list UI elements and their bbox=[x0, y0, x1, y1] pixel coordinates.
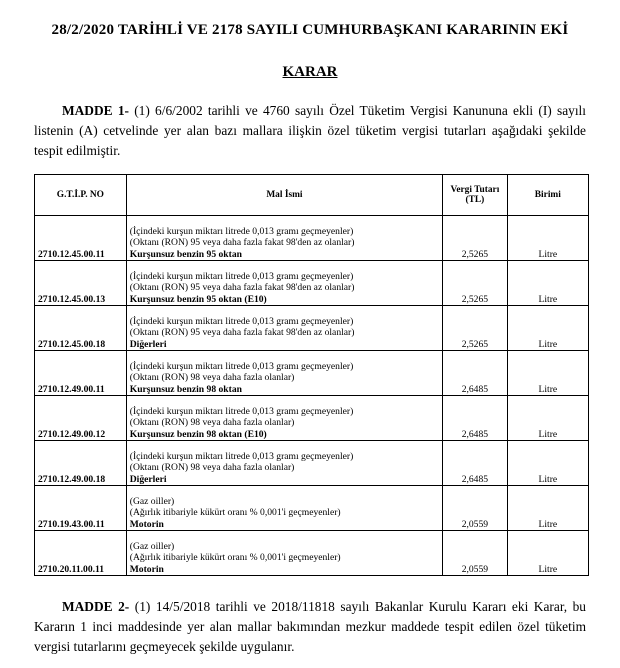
cell-tax: 2,0559 bbox=[443, 531, 508, 576]
cell-name-note: (İçindeki kurşun miktarı litrede 0,013 gramı geçmeyenler) bbox=[129, 450, 354, 462]
table-row bbox=[35, 396, 589, 441]
section-heading bbox=[0, 64, 620, 81]
table-row bbox=[35, 441, 589, 486]
cell-name-note: (Oktanı (RON) 95 veya daha fazla fakat 98'den az olanlar) bbox=[129, 237, 355, 249]
table-header-row bbox=[35, 175, 589, 216]
cell-unit: Litre bbox=[507, 486, 588, 531]
cell-code: 2710.12.45.00.11 bbox=[35, 216, 127, 261]
cell-name bbox=[126, 306, 442, 351]
cell-name bbox=[126, 396, 442, 441]
cell-name-note: (Oktanı (RON) 95 veya daha fazla fakat 98'den az olanlar) bbox=[129, 282, 355, 294]
cell-unit: Litre bbox=[507, 261, 588, 306]
cell-name-title: Kurşunsuz benzin 98 oktan bbox=[129, 383, 242, 395]
cell-name-note: (Oktanı (RON) 98 veya daha fazla olanlar) bbox=[129, 417, 295, 429]
cell-name-note: (Ağırlık itibariyle kükürt oranı % 0,001'i geçmeyenler) bbox=[129, 552, 341, 564]
cell-name bbox=[126, 531, 442, 576]
section-heading-text: KARAR bbox=[282, 64, 338, 80]
article-1-label: MADDE 1- bbox=[62, 103, 129, 118]
cell-name-note: (İçindeki kurşun miktarı litrede 0,013 gramı geçmeyenler) bbox=[129, 270, 354, 282]
header-name: Mal İsmi bbox=[126, 175, 442, 216]
cell-name-note: (Oktanı (RON) 95 veya daha fazla fakat 98'den az olanlar) bbox=[129, 327, 355, 339]
cell-name-note: (Gaz oiller) bbox=[129, 540, 175, 552]
header-unit: Birimi bbox=[507, 175, 588, 216]
cell-name bbox=[126, 486, 442, 531]
cell-name-title: Diğerleri bbox=[129, 473, 167, 485]
cell-tax: 2,5265 bbox=[443, 306, 508, 351]
table-row bbox=[35, 306, 589, 351]
cell-name bbox=[126, 216, 442, 261]
cell-unit: Litre bbox=[507, 216, 588, 261]
article-2 bbox=[34, 597, 586, 657]
cell-name-title: Diğerleri bbox=[129, 338, 167, 350]
cell-name-title: Kurşunsuz benzin 95 oktan (E10) bbox=[129, 293, 267, 305]
header-code: G.T.İ.P. NO bbox=[35, 175, 127, 216]
table-row bbox=[35, 531, 589, 576]
cell-unit: Litre bbox=[507, 396, 588, 441]
cell-name bbox=[126, 441, 442, 486]
cell-name bbox=[126, 261, 442, 306]
cell-unit: Litre bbox=[507, 441, 588, 486]
cell-name-title: Kurşunsuz benzin 98 oktan (E10) bbox=[129, 428, 267, 440]
cell-name-note: (İçindeki kurşun miktarı litrede 0,013 gramı geçmeyenler) bbox=[129, 360, 354, 372]
cell-code: 2710.20.11.00.11 bbox=[35, 531, 127, 576]
cell-tax: 2,6485 bbox=[443, 396, 508, 441]
cell-code: 2710.12.45.00.18 bbox=[35, 306, 127, 351]
cell-code: 2710.12.49.00.18 bbox=[35, 441, 127, 486]
cell-unit: Litre bbox=[507, 306, 588, 351]
cell-name-title: Motorin bbox=[129, 518, 164, 530]
cell-name-note: (Oktanı (RON) 98 veya daha fazla olanlar) bbox=[129, 462, 295, 474]
cell-tax: 2,6485 bbox=[443, 441, 508, 486]
cell-name-title: Motorin bbox=[129, 563, 164, 575]
document-title: 28/2/2020 TARİHLİ VE 2178 SAYILI CUMHURBAŞKANI KARARININ EKİ bbox=[51, 22, 569, 38]
cell-name bbox=[126, 351, 442, 396]
header-tax: Vergi Tutarı (TL) bbox=[443, 175, 508, 216]
article-1-text: (1) 6/6/2002 tarihli ve 4760 sayılı Özel Tüketim Vergisi Kanununa ekli (I) sayılı listenin (A) cetvelinde yer alan bazı mallara ilişkin özel tüketim vergisi tutarları aşağıdaki şekilde tespit edilmiştir. bbox=[34, 103, 586, 158]
cell-tax: 2,5265 bbox=[443, 216, 508, 261]
table-row bbox=[35, 351, 589, 396]
cell-tax: 2,5265 bbox=[443, 261, 508, 306]
table-row bbox=[35, 486, 589, 531]
cell-name-note: (İçindeki kurşun miktarı litrede 0,013 gramı geçmeyenler) bbox=[129, 405, 354, 417]
table-body bbox=[35, 216, 589, 576]
cell-code: 2710.12.49.00.12 bbox=[35, 396, 127, 441]
article-1 bbox=[34, 101, 586, 161]
article-2-label: MADDE 2- bbox=[62, 599, 130, 614]
cell-code: 2710.12.45.00.13 bbox=[35, 261, 127, 306]
cell-code: 2710.12.49.00.11 bbox=[35, 351, 127, 396]
cell-name-note: (İçindeki kurşun miktarı litrede 0,013 gramı geçmeyenler) bbox=[129, 315, 354, 327]
cell-name-note: (Gaz oiller) bbox=[129, 495, 175, 507]
table-row bbox=[35, 261, 589, 306]
cell-unit: Litre bbox=[507, 351, 588, 396]
cell-name-note: (Ağırlık itibariyle kükürt oranı % 0,001'i geçmeyenler) bbox=[129, 507, 341, 519]
cell-code: 2710.19.43.00.11 bbox=[35, 486, 127, 531]
table-row bbox=[35, 216, 589, 261]
cell-name-note: (Oktanı (RON) 98 veya daha fazla olanlar) bbox=[129, 372, 295, 384]
cell-name-title: Kurşunsuz benzin 95 oktan bbox=[129, 248, 242, 260]
cell-unit: Litre bbox=[507, 531, 588, 576]
article-2-text: (1) 14/5/2018 tarihli ve 2018/11818 sayılı Bakanlar Kurulu Kararı eki Karar, bu Kararın 1 inci maddesinde yer alan mallar bakımından mezkur maddede tespit edilen özel tüketim vergisi tutarlarını geçmeyecek şekilde uygulanır. bbox=[34, 599, 587, 654]
tax-table bbox=[34, 174, 589, 576]
cell-tax: 2,6485 bbox=[443, 351, 508, 396]
cell-name-note: (İçindeki kurşun miktarı litrede 0,013 gramı geçmeyenler) bbox=[129, 225, 354, 237]
cell-tax: 2,0559 bbox=[443, 486, 508, 531]
